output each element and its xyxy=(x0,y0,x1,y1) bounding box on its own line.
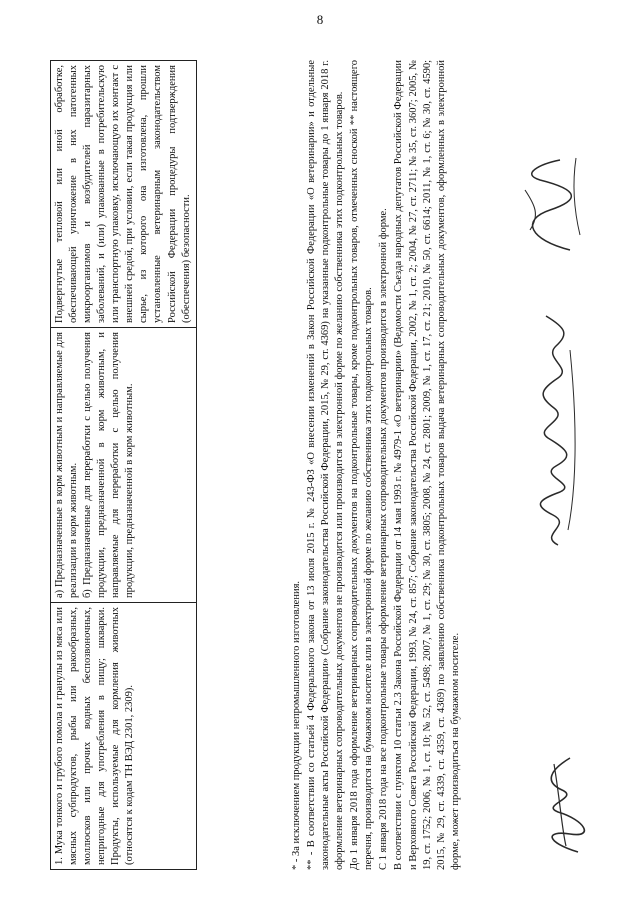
footnotes xyxy=(290,60,464,870)
product-cell: 1. Мука тонкого и грубого помола и гранулы из мяса или мясных субпродуктов, рыбы или ракообразных, моллюсков или прочих водных беспозвоночных, непригодные для употребления в пищу; шкварки. Продукты, используемые для кормления животных (относятся к кодам ТН ВЭД 2301, 2309). xyxy=(51,603,197,870)
signature-left xyxy=(540,750,590,860)
rotated-content xyxy=(40,40,600,870)
footnote-1: * - За исключением продукции непромышленного изготовления. xyxy=(291,580,302,870)
purpose-a: а) Предназначенные в корм животным и направляемые для реализации в корм животным. xyxy=(54,331,80,599)
purpose-b: б) Предназначенные для переработки с целью получения продукции, предназначенной в корм животным, и направляемые для переработки с целью получения продукции, предназначенной в корм животным. xyxy=(82,331,136,599)
products-table xyxy=(50,60,197,870)
page-number: 8 xyxy=(316,12,324,27)
footnote-2: ** - В соответствии со статьей 4 Федерального закона от 13 июля 2015 г. № 243-ФЗ «О внесении изменений в Закон Российской Федерации «О ветеринарии» и отдельные законодательные акты Российской Федерации» (Собрание законодательства Российской Федерации, 2015, № 29, ст. 4369) на указанные подконтрольные товары до 1 января 2018 г. оформление ветеринарных сопроводительных документов не производится или производится в электронной форме по желанию собственника этих подконтрольных товаров. xyxy=(306,60,346,870)
paragraph-before-2018: До 1 января 2018 года оформление ветеринарных сопроводительных документов на подконтрольные товары, кроме подконтрольных товаров, отмеченных сноской ** настоящего перечня, производится на бумажном носителе или в электронной форме по желанию собственника этих подконтрольных товаров. xyxy=(349,60,375,870)
table-row xyxy=(51,61,197,870)
purpose-cell xyxy=(51,327,197,602)
paragraph-paper-issue: В соответствии с пунктом 10 статьи 2.3 Закона Российской Федерации от 14 мая 1993 г. № 4979-1 «О ветеринарии» (Ведомости Съезда народных депутатов Российской Федерации и Верховного Совета Российской Федерации, 1993, № 24, ст. 857; Собрание законодательства Российской Федерации, 2002, № 1, ст. 2; 2004, № 27, ст. 2711; № 35, ст. 3607; 2005, № 19, ст. 1752; 2006, № 1, ст. 10; № 52, ст. 5498; 2007, № 1, ст. 29; № 30, ст. 3805; 2008, № 24, ст. 2801; 2009, № 1, ст. 17, ст. 21; 2010, № 50, ст. 6614; 2011, № 1, ст. 6; № 30, ст. 4590; 2015, № 29, ст. 4339, ст. 4359, ст. 4369) по заявлению собственника подконтрольных товаров выдача ветеринарных сопроводительных документов, оформленных в электронной форме, может производиться на бумажном носителе. xyxy=(393,60,461,870)
signature-right xyxy=(510,150,590,260)
paragraph-from-2018: С 1 января 2018 года на все подконтрольные товары оформление ветеринарных сопроводительных документов производится в электронной форме. xyxy=(378,208,390,870)
signature-middle xyxy=(518,310,588,550)
condition-cell: Подвергнутые тепловой или иной обработке, обеспечивающей уничтожение в них патогенных микроорганизмов и возбудителей паразитарных заболеваний, и (или) упакованные в потребительскую или транспортную упаковку, исключающую их контакт с внешней средой, при условии, если такая продукция или сырье, из которого она изготовлена, прошли установленные ветеринарным законодательством Российской Федерации процедуры подтверждения (обеспечения) безопасности. xyxy=(51,61,197,328)
